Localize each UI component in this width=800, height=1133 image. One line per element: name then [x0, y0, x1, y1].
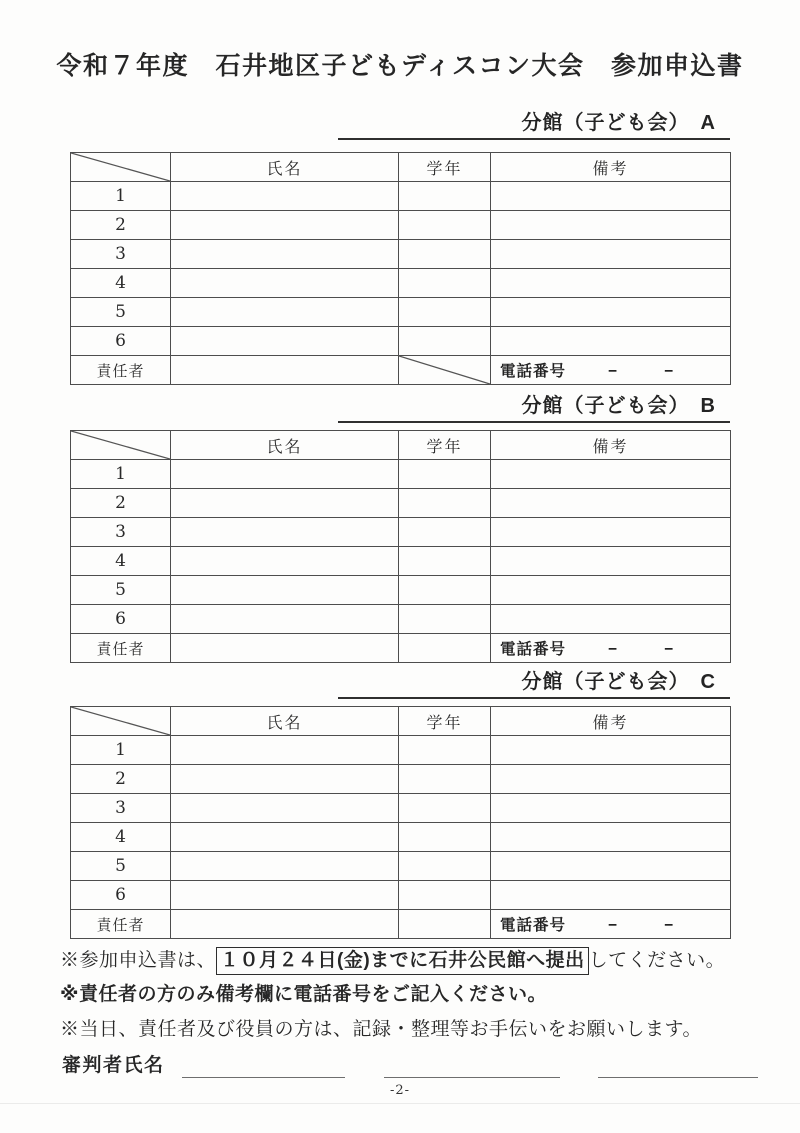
remarks-cell: [491, 881, 731, 910]
table-row: [71, 240, 731, 269]
roster-table-c: [70, 706, 731, 939]
grade-cell-crossed: [399, 356, 491, 385]
table-row: [71, 547, 731, 576]
table-row: [71, 518, 731, 547]
col-header-name: 氏名: [171, 153, 399, 182]
row-number: 6: [71, 327, 171, 356]
table-row: [71, 211, 731, 240]
grade-cell: [399, 489, 491, 518]
remarks-cell: [491, 736, 731, 765]
phone-dash: −: [664, 363, 675, 380]
note-1-boxed-deadline: １０月２４日(金)までに石井公民館へ提出: [216, 947, 589, 975]
remarks-cell: [491, 327, 731, 356]
table-row: [71, 736, 731, 765]
table-row: [71, 182, 731, 211]
phone-dash: −: [664, 917, 675, 934]
leader-label: 責任者: [71, 910, 171, 939]
row-number: 2: [71, 489, 171, 518]
table-row: [71, 794, 731, 823]
remarks-cell: [491, 518, 731, 547]
name-cell: [171, 794, 399, 823]
grade-cell: [399, 518, 491, 547]
section-a-label: 分館（子ども会） A: [521, 112, 716, 134]
grade-cell: [399, 211, 491, 240]
grade-cell: [399, 910, 491, 939]
grade-cell: [399, 547, 491, 576]
table-row: [71, 881, 731, 910]
name-cell: [171, 634, 399, 663]
page-title: 令和７年度 石井地区子どもディスコン大会 参加申込書: [56, 52, 744, 80]
remarks-cell: [491, 489, 731, 518]
row-number: 2: [71, 765, 171, 794]
name-cell: [171, 356, 399, 385]
row-number: 5: [71, 852, 171, 881]
phone-number-cell: [491, 356, 731, 385]
grade-cell: [399, 576, 491, 605]
col-header-name: 氏名: [171, 431, 399, 460]
row-number: 6: [71, 881, 171, 910]
row-number: 5: [71, 576, 171, 605]
name-cell: [171, 240, 399, 269]
note-1-suffix: してください。: [588, 949, 726, 971]
remarks-cell: [491, 211, 731, 240]
row-number: 4: [71, 823, 171, 852]
grade-cell: [399, 460, 491, 489]
table-row: [71, 605, 731, 634]
row-number: 1: [71, 182, 171, 211]
grade-cell: [399, 881, 491, 910]
remarks-cell: [491, 460, 731, 489]
remarks-cell: [491, 852, 731, 881]
col-header-remarks: 備考: [491, 153, 731, 182]
name-cell: [171, 605, 399, 634]
phone-dash: −: [608, 363, 619, 380]
remarks-cell: [491, 240, 731, 269]
corner-cell: [71, 431, 171, 460]
grade-cell: [399, 634, 491, 663]
scan-artifact-line: [0, 1103, 800, 1104]
leader-row: [71, 910, 731, 939]
table-row: [71, 327, 731, 356]
row-number: 5: [71, 298, 171, 327]
remarks-cell: [491, 765, 731, 794]
phone-number-cell: [491, 910, 731, 939]
referee-signature-line-1: [182, 1060, 345, 1078]
table-row: [71, 852, 731, 881]
grade-cell: [399, 327, 491, 356]
leader-row: [71, 356, 731, 385]
phone-dash: −: [664, 641, 675, 658]
phone-label: 電話番号: [500, 917, 567, 934]
remarks-cell: [491, 269, 731, 298]
phone-label: 電話番号: [500, 363, 567, 380]
roster-table-a: [70, 152, 731, 385]
corner-cell: [71, 153, 171, 182]
row-number: 6: [71, 605, 171, 634]
col-header-remarks: 備考: [491, 431, 731, 460]
phone-number-cell: [491, 634, 731, 663]
table-row: [71, 823, 731, 852]
leader-label: 責任者: [71, 634, 171, 663]
remarks-cell: [491, 605, 731, 634]
name-cell: [171, 852, 399, 881]
grade-cell: [399, 765, 491, 794]
note-line-3: ※当日、責任者及び役員の方は、記録・整理等お手伝いをお願いします。: [60, 1018, 702, 1040]
row-number: 3: [71, 518, 171, 547]
row-number: 3: [71, 240, 171, 269]
phone-dash: −: [608, 641, 619, 658]
referee-name-label: 審判者氏名: [62, 1055, 165, 1076]
grade-cell: [399, 823, 491, 852]
roster-table-b: [70, 430, 731, 663]
diagonal-slash-icon: [71, 153, 170, 181]
row-number: 4: [71, 269, 171, 298]
diagonal-slash-icon: [399, 356, 490, 384]
col-header-name: 氏名: [171, 707, 399, 736]
referee-signature-line-3: [598, 1060, 758, 1078]
name-cell: [171, 736, 399, 765]
col-header-grade: 学年: [399, 431, 491, 460]
note-line-2: ※責任者の方のみ備考欄に電話番号をご記入ください。: [60, 984, 547, 1005]
table-row: [71, 765, 731, 794]
col-header-remarks: 備考: [491, 707, 731, 736]
phone-label: 電話番号: [500, 641, 567, 658]
grade-cell: [399, 736, 491, 765]
name-cell: [171, 211, 399, 240]
remarks-cell: [491, 547, 731, 576]
name-cell: [171, 881, 399, 910]
table-row: [71, 298, 731, 327]
name-cell: [171, 910, 399, 939]
grade-cell: [399, 182, 491, 211]
name-cell: [171, 269, 399, 298]
name-cell: [171, 518, 399, 547]
table-row: [71, 576, 731, 605]
referee-signature-line-2: [384, 1060, 560, 1078]
table-header-row: [71, 153, 731, 182]
grade-cell: [399, 852, 491, 881]
remarks-cell: [491, 576, 731, 605]
name-cell: [171, 327, 399, 356]
remarks-cell: [491, 182, 731, 211]
leader-label: 責任者: [71, 356, 171, 385]
corner-cell: [71, 707, 171, 736]
name-cell: [171, 489, 399, 518]
name-cell: [171, 460, 399, 489]
table-header-row: [71, 707, 731, 736]
row-number: 1: [71, 460, 171, 489]
name-cell: [171, 298, 399, 327]
row-number: 3: [71, 794, 171, 823]
grade-cell: [399, 794, 491, 823]
table-header-row: [71, 431, 731, 460]
row-number: 2: [71, 211, 171, 240]
remarks-cell: [491, 823, 731, 852]
table-row: [71, 489, 731, 518]
grade-cell: [399, 605, 491, 634]
grade-cell: [399, 269, 491, 298]
row-number: 1: [71, 736, 171, 765]
name-cell: [171, 765, 399, 794]
phone-dash: −: [608, 917, 619, 934]
diagonal-slash-icon: [71, 707, 170, 735]
name-cell: [171, 547, 399, 576]
table-row: [71, 269, 731, 298]
grade-cell: [399, 298, 491, 327]
col-header-grade: 学年: [399, 707, 491, 736]
name-cell: [171, 576, 399, 605]
section-a-heading: [338, 108, 730, 140]
section-c-heading: [338, 667, 730, 699]
table-row: [71, 460, 731, 489]
section-c-label: 分館（子ども会） C: [521, 671, 716, 693]
row-number: 4: [71, 547, 171, 576]
remarks-cell: [491, 794, 731, 823]
name-cell: [171, 823, 399, 852]
footer-notes: [60, 946, 760, 1049]
note-1-prefix: ※参加申込書は、: [60, 949, 217, 971]
name-cell: [171, 182, 399, 211]
grade-cell: [399, 240, 491, 269]
col-header-grade: 学年: [399, 153, 491, 182]
leader-row: [71, 634, 731, 663]
remarks-cell: [491, 298, 731, 327]
section-b-label: 分館（子ども会） B: [521, 395, 716, 417]
section-b-heading: [338, 391, 730, 423]
note-line-1: [60, 946, 760, 975]
page-number: -2-: [389, 1083, 411, 1098]
diagonal-slash-icon: [71, 431, 170, 459]
